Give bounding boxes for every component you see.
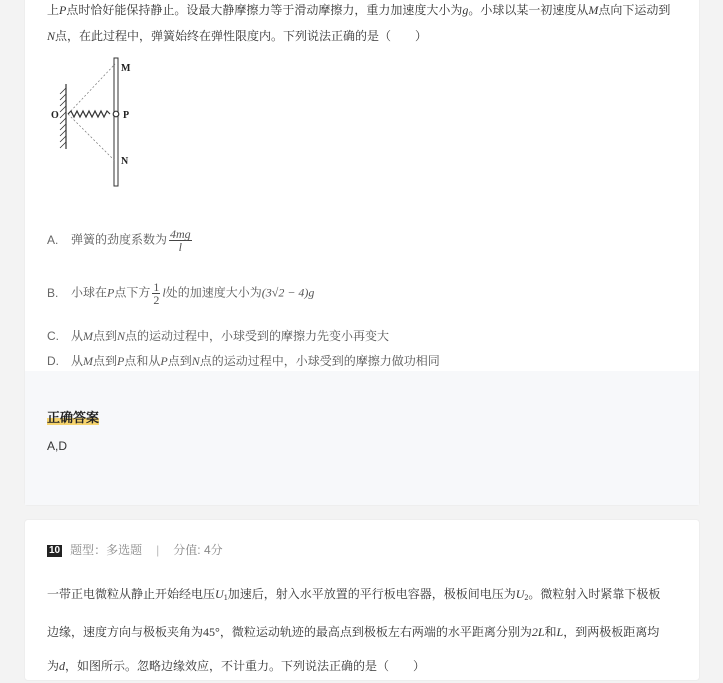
stem-text: 点向下运动到 bbox=[598, 3, 671, 17]
angle-value: 45° bbox=[203, 625, 220, 639]
option-text: 点到 bbox=[93, 329, 118, 343]
stem-text: 边缘，速度方向与极板夹角为 bbox=[47, 625, 204, 639]
stem-text: 一带正电微粒从静止开始经电压 bbox=[47, 587, 216, 601]
stem-text: 加速后，射入水平放置的平行板电容器，极板间电压为 bbox=[227, 587, 516, 601]
option-var: N bbox=[117, 329, 126, 343]
question-10-card bbox=[24, 519, 700, 681]
question-number: 10 bbox=[49, 545, 61, 556]
stem-var: N bbox=[47, 29, 56, 43]
var-l: L bbox=[556, 625, 564, 639]
answer-value: A,D bbox=[47, 439, 68, 453]
option-key: C. bbox=[47, 329, 59, 343]
option-var: N bbox=[191, 354, 200, 368]
type-label: 题型： bbox=[70, 543, 107, 557]
option-key: A. bbox=[47, 232, 59, 247]
question-10-stem bbox=[47, 577, 675, 683]
fraction-numerator: 1 bbox=[153, 280, 160, 294]
figure-label-p: P bbox=[123, 110, 130, 121]
option-var: M bbox=[83, 354, 94, 368]
stem-text: 为 bbox=[47, 659, 60, 673]
spring-rod-figure bbox=[49, 54, 149, 196]
option-var: P bbox=[107, 285, 115, 300]
stem-text: ，如图所示。忽略边缘效应，不计重力。下列说法正确的是（ ） bbox=[65, 659, 426, 673]
answer-title: 正确答案 bbox=[47, 410, 100, 425]
option-var: M bbox=[83, 329, 94, 343]
stem-text: 点时恰好能保持静止。设最大静摩擦力等于滑动摩擦力，重力加速度大小为 bbox=[66, 3, 463, 17]
fraction bbox=[152, 281, 160, 306]
answer-panel bbox=[25, 371, 699, 505]
stem-var: P bbox=[59, 3, 67, 17]
option-text: 从 bbox=[71, 354, 84, 368]
option-d[interactable] bbox=[47, 352, 440, 369]
question-9-stem bbox=[47, 0, 675, 49]
stem-text: ，微粒运动轨迹的最高点到极板左右两端的水平距离分别为 bbox=[219, 625, 532, 639]
var-u2: $U_2$ bbox=[515, 587, 529, 602]
option-text: 点的运动过程中，小球受到的摩擦力先变小再变大 bbox=[125, 329, 390, 343]
stem-text: 。微粒射入时紧靠下极板 bbox=[528, 587, 661, 601]
option-var: l bbox=[162, 285, 166, 300]
option-text: 点的运动过程中，小球受到的摩擦力做功相同 bbox=[199, 354, 440, 368]
var-u1: $U_1$ bbox=[215, 587, 228, 602]
option-text: 点到 bbox=[93, 354, 118, 368]
option-text: 点下方 bbox=[114, 285, 151, 300]
option-b[interactable] bbox=[47, 281, 314, 306]
option-key: D. bbox=[47, 354, 59, 368]
stem-var: g bbox=[462, 3, 469, 17]
fraction bbox=[169, 228, 192, 253]
score-value: 4分 bbox=[203, 543, 223, 557]
option-a[interactable] bbox=[47, 228, 194, 253]
var-d: d bbox=[59, 659, 66, 673]
question-meta bbox=[47, 541, 223, 558]
figure-label-m: M bbox=[121, 63, 131, 74]
score-label: 分值: bbox=[173, 543, 201, 557]
option-key: B. bbox=[47, 285, 59, 300]
option-text: 处的加速度大小为 bbox=[165, 285, 262, 300]
option-text: 点和从 bbox=[124, 354, 161, 368]
fraction-denominator: 2 bbox=[153, 293, 160, 307]
fraction-denominator: l bbox=[178, 240, 183, 254]
type-value: 多选题 bbox=[106, 543, 143, 557]
option-c[interactable] bbox=[47, 327, 389, 344]
stem-text: 点，在此过程中，弹簧始终在弹性限度内。下列说法正确的是（ ） bbox=[55, 29, 428, 43]
figure-label-o: O bbox=[51, 110, 59, 121]
meta-divider: | bbox=[156, 543, 160, 557]
option-var: P bbox=[117, 354, 125, 368]
stem-text: 。小球以某一初速度从 bbox=[468, 3, 589, 17]
option-var: P bbox=[160, 354, 168, 368]
fraction-numerator: 4mg bbox=[170, 227, 191, 241]
stem-text: 上 bbox=[47, 3, 60, 17]
figure-label-n: N bbox=[121, 156, 129, 167]
option-text: 小球在 bbox=[71, 285, 108, 300]
option-text: 点到 bbox=[167, 354, 192, 368]
option-text: 弹簧的劲度系数为 bbox=[71, 232, 168, 247]
stem-var: M bbox=[588, 3, 599, 17]
var-2l: 2L bbox=[531, 625, 545, 639]
question-9-card bbox=[24, 0, 700, 506]
option-expression: (3√2 − 4)g bbox=[261, 285, 315, 300]
option-text: 从 bbox=[71, 329, 84, 343]
stem-text: 和 bbox=[544, 625, 557, 639]
stem-text: ，到两极板距离均 bbox=[563, 625, 660, 639]
